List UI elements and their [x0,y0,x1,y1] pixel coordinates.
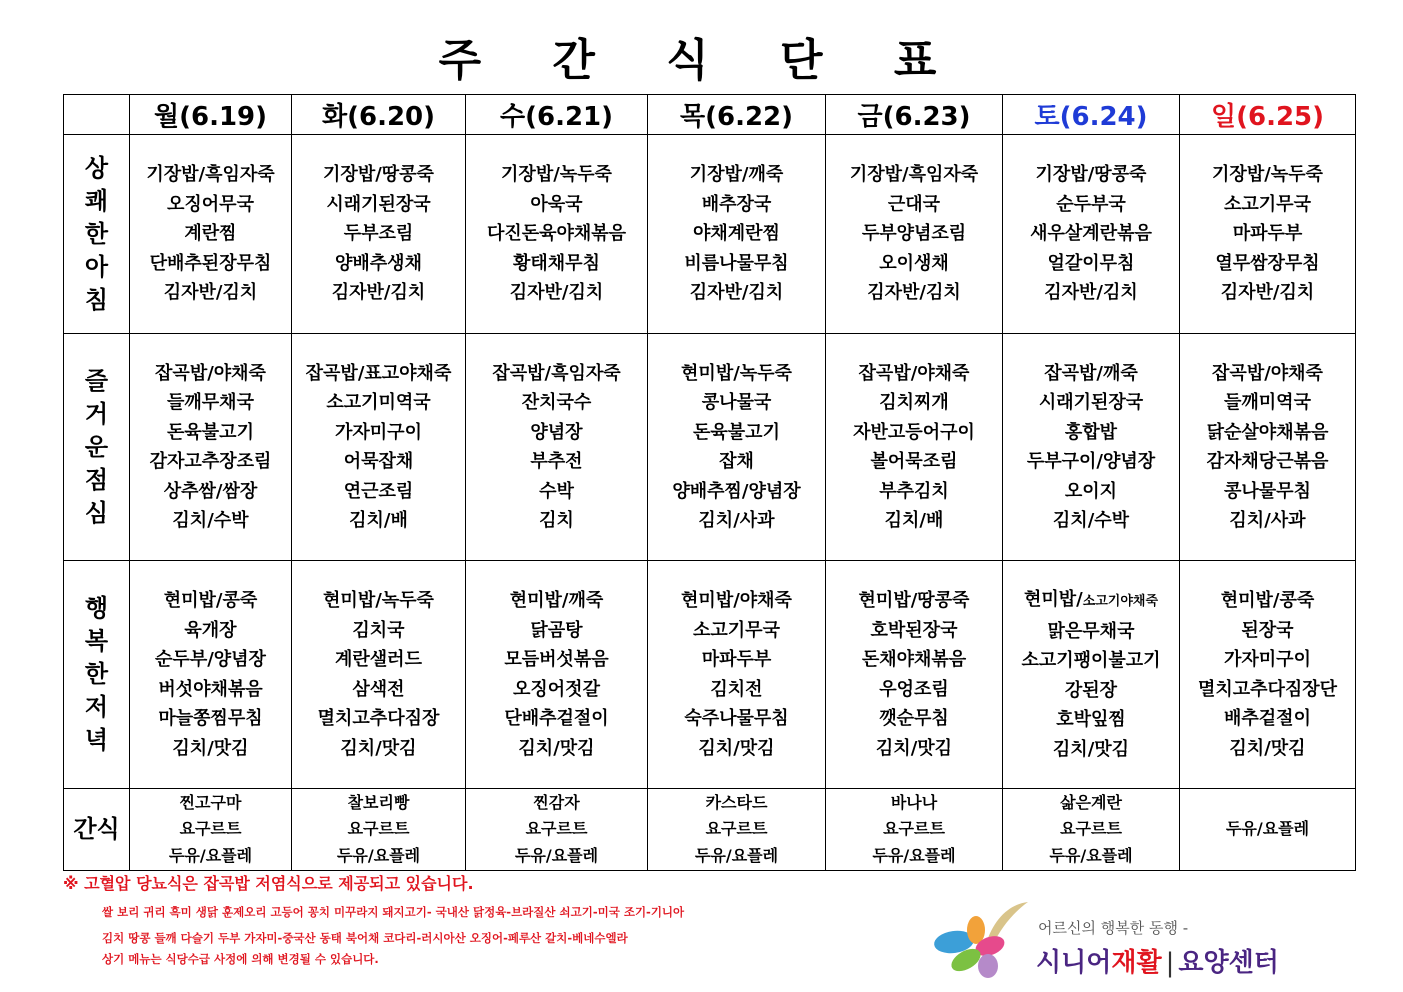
sun-char: 일 [1210,102,1237,132]
lunch-cell [130,334,292,561]
menu-item: 김치 [539,510,574,531]
menu-item: 김치/맛김 [340,737,417,759]
menu-item: 볼어묵조림 [870,451,958,472]
menu-item: 잡채 [719,451,754,472]
menu-item: 김치/배 [884,510,944,531]
menu-item: 마파두부 [701,649,772,670]
sun-date: (6.25) [1236,102,1325,132]
menu-item: 수박 [539,480,574,502]
menu-item: 잡곡밥/흑임자죽 [492,362,621,384]
snack-cell [130,789,292,871]
menu-item: 김자반/김치 [331,282,426,304]
menu-item: 김치/수박 [172,510,249,531]
breakfast-label-char: 상 [84,153,109,182]
menu-item: 얼갈이무침 [1047,252,1135,274]
dinner-cell [466,561,648,789]
breakfast-label-char: 아 [84,252,109,281]
menu-item: 두유/요플레 [514,845,599,865]
breakfast-cell [648,135,826,334]
menu-item: 두유/요플레 [1049,845,1133,865]
menu-item: 두부구이/양념장 [1026,451,1156,472]
origin-line-2: 김치 땅콩 들깨 다슬기 두부 가자미-중국산 동태 북어채 코다리-러시아산 오징어-페루산 갈치-베네수엘라 [102,931,628,945]
snack-row [64,789,1356,871]
menu-item: 기장밥/땅콩죽 [1035,164,1147,186]
sat-date: (6.24) [1059,102,1148,132]
breakfast-cell [292,135,466,334]
day-header-fri: 금(6.23) [826,95,1003,135]
dinner-cell [1180,561,1356,789]
menu-item: 현미밥/깨죽 [509,590,604,611]
menu-item: 현미밥/콩죽 [1220,590,1315,611]
menu-item: 잡곡밥/깨죽 [1044,362,1138,384]
menu-item: 양배추생채 [335,252,422,274]
day-header-tue: 화(6.20) [292,95,466,135]
breakfast-cell [1003,135,1180,334]
menu-item: 잔치국수 [521,392,592,413]
menu-item: 김자반/김치 [163,282,258,304]
lunch-cell [466,334,648,561]
menu-item: 기장밥/녹두죽 [1212,164,1323,186]
dinner-label-char: 복 [84,627,109,655]
menu-item: 연근조림 [343,480,414,502]
menu-item: 찐고구마 [179,792,242,812]
menu-item: 삼색전 [352,678,405,700]
breakfast-label-char: 침 [84,285,109,314]
menu-item: 호박된장국 [870,619,958,641]
lunch-label-char: 운 [84,432,109,461]
menu-item: 요구르트 [525,819,588,839]
menu-item: 잡곡밥/야채죽 [155,362,266,384]
origin-line-1: 쌀 보리 귀리 흑미 생닭 훈제오리 고등어 꽁치 미꾸라지 돼지고기- 국내산 닭정육-브라질산 쇠고기-미국 조기-기니아 [102,905,685,919]
menu-item: 근대국 [887,193,941,215]
menu-item: 김치/맛김 [698,737,775,759]
menu-item: 콩나물무침 [1224,480,1311,502]
dinner-row [64,561,1356,789]
brand-separator: | [1165,948,1175,978]
menu-item: 김치/맛김 [1229,737,1306,759]
menu-item: 두부조림 [343,223,414,245]
snack-cell [292,789,466,871]
menu-item: 잡곡밥/야채죽 [1212,362,1323,384]
menu-item: 김치/맛김 [172,737,249,759]
menu-item: 아욱국 [530,193,583,215]
dinner-cell [1003,561,1180,789]
menu-item: 기장밥/땅콩죽 [323,164,434,186]
menu-item: 요구르트 [179,819,242,839]
lunch-cell [826,334,1003,561]
lunch-label-char: 즐 [84,366,109,395]
menu-item: 강된장 [1064,679,1118,701]
menu-item: 우엉조림 [879,678,949,700]
menu-item: 김자반/김치 [1044,282,1138,304]
menu-item: 김치/맛김 [1052,738,1130,760]
sat-char: 토 [1034,102,1060,132]
breakfast-row [64,135,1356,334]
snack-cell [826,789,1003,871]
menu-item: 닭순살야채볶음 [1206,421,1329,443]
menu-item: 찐감자 [533,792,580,812]
menu-item: 찰보리빵 [347,792,410,812]
breakfast-cell [826,135,1003,334]
menu-item: 기장밥/흑임자죽 [146,164,275,186]
menu-item: 김자반/김치 [1220,282,1315,304]
day-header-wed: 수(6.21) [466,95,648,135]
menu-item: 현미밥/녹두죽 [681,362,792,384]
menu-item: 어묵잡채 [343,451,414,472]
menu-item: 시래기된장국 [1038,392,1144,413]
menu-item: 열무쌈장무침 [1215,252,1320,274]
snack-cell [466,789,648,871]
menu-item: 김치전 [710,678,763,700]
menu-item: 상추쌈/쌈장 [163,480,258,502]
menu-item: 요구르트 [1060,819,1122,839]
menu-item: 돈채야채볶음 [861,649,967,670]
menu-item: 맑은무채국 [1047,620,1135,642]
breakfast-label-char: 한 [84,219,109,248]
menu-item: 현미밥/녹두죽 [323,590,434,611]
menu-item: 멸치고추다짐장단 [1197,678,1338,700]
diet-notice: ※ 고혈압 당뇨식은 잡곡밥 저염식으로 제공되고 있습니다. [63,874,474,893]
menu-item: 김자반/김치 [509,282,604,304]
flower-logo-icon [930,896,1034,986]
menu-item: 양배추찜/양념장 [672,480,801,502]
lunch-label-char: 점 [84,465,109,494]
menu-item: 두유/요플레 [872,845,956,865]
menu-item: 기장밥/흑임자죽 [849,164,979,186]
menu-item: 계란찜 [184,223,237,245]
menu-item: 시래기된장국 [326,193,431,215]
menu-item: 오징어젓갈 [513,678,600,700]
breakfast-cell [466,135,648,334]
menu-item: 오징어무국 [167,193,254,215]
menu-item: 소고기팽이불고기 [1021,650,1161,671]
menu-item: 돈육불고기 [167,421,254,443]
menu-item: 닭곰탕 [530,619,583,641]
brand-part-1: 시니어 [1036,948,1112,978]
menu-item: 카스타드 [705,792,768,812]
center-logo [930,896,1350,986]
menu-item: 두유/요플레 [694,845,779,865]
breakfast-cell [130,135,292,334]
menu-item: 김치/수박 [1052,510,1130,531]
menu-item: 두유/요플레 [336,845,421,865]
menu-item: 단배추겉절이 [504,708,609,729]
menu-item: 두부양념조림 [861,223,967,245]
menu-item: 두유/요플레 [168,845,253,865]
menu-item: 자반고등어구이 [853,421,975,443]
menu-item: 계란샐러드 [335,649,422,670]
menu-item: 깻순무침 [879,708,949,729]
menu-item: 소고기무국 [1224,193,1311,215]
menu-item: 김치/맛김 [518,737,595,759]
menu-item: 현미밥/야채죽 [681,590,792,611]
menu-item: 배추겉절이 [1224,708,1311,729]
logo-slogan: 어르신의 행복한 동행 - [1038,919,1189,937]
menu-item: 된장국 [1241,619,1294,641]
menu-item: 멸치고추다짐장 [317,708,440,729]
menu-item: 비름나물무침 [684,252,789,274]
menu-item: 들깨무채국 [167,392,254,413]
dinner-cell [130,561,292,789]
menu-item: 오이생채 [879,252,949,274]
snack-cell [648,789,826,871]
menu-item: 가자미구이 [335,421,422,443]
menu-item: 부추전 [530,451,583,472]
menu-item: 김치/사과 [1229,510,1306,531]
dinner-label-char: 한 [84,660,109,688]
menu-item: 가자미구이 [1224,649,1311,670]
menu-item: 홍합밥 [1064,421,1118,443]
day-header-thu: 목(6.22) [648,95,826,135]
origin-line-3: 상기 메뉴는 식당수급 사정에 의해 변경될 수 있습니다. [102,952,379,966]
menu-item: 육개장 [184,619,237,641]
day-header-sat [1003,95,1180,135]
corner-cell [64,95,130,135]
menu-item: 마늘쫑찜무침 [158,708,263,729]
menu-item: 김자반/김치 [689,282,784,304]
menu-item: 현미밥/땅콩죽 [858,590,970,611]
menu-item: 김치국 [352,619,405,641]
dinner-cell [292,561,466,789]
dinner-label-char: 행 [84,594,109,622]
menu-item: 순두부/양념장 [155,649,266,670]
lunch-cell [1180,334,1356,561]
snack-label: 간식 [64,789,130,871]
menu-item: 숙주나물무침 [684,708,789,729]
menu-item: 돈육불고기 [693,421,780,443]
dinner-label [64,561,130,789]
menu-item: 요구르트 [347,819,410,839]
menu-item: 다진돈육야채볶음 [486,223,627,245]
menu-item: 기장밥/녹두죽 [501,164,612,186]
breakfast-cell [1180,135,1356,334]
menu-item: 요구르트 [883,819,945,839]
menu-item: 감자고추장조림 [149,451,272,472]
day-header-mon: 월(6.19) [130,95,292,135]
breakfast-label-char: 쾌 [84,186,109,215]
menu-item: 김자반/김치 [867,282,961,304]
menu-item: 모듬버섯볶음 [504,649,609,670]
menu-item: 두유/요플레 [1225,819,1310,839]
weekly-menu-table [63,94,1356,871]
menu-item: 들깨미역국 [1224,392,1311,413]
snack-cell [1180,789,1356,871]
menu-item: 마파두부 [1232,223,1303,245]
lunch-cell [648,334,826,561]
menu-item: 김치/배 [349,510,408,531]
snack-cell [1003,789,1180,871]
menu-item: 양념장 [530,421,583,443]
menu-item: 오이지 [1064,480,1118,502]
menu-item: 김치/맛김 [875,737,953,759]
menu-item: 부추김치 [879,480,949,502]
menu-item: 소고기미역국 [326,392,431,413]
menu-item: 순두부국 [1056,193,1126,215]
logo-brand [1036,942,1279,979]
menu-item: 현미밥/소고기야채죽 [1023,589,1159,610]
menu-item: 야채계란찜 [693,223,780,245]
breakfast-label [64,135,130,334]
menu-item: 잡곡밥/표고야채죽 [305,362,452,384]
menu-item: 단배추된장무침 [149,252,272,274]
brand-part-3: 요양센터 [1178,948,1279,978]
day-header-sun [1180,95,1356,135]
menu-item: 바나나 [890,792,938,812]
menu-item: 호박잎찜 [1056,709,1126,730]
menu-item: 감자채당근볶음 [1206,451,1329,472]
menu-item: 삶은계란 [1060,792,1122,812]
dinner-cell [648,561,826,789]
menu-item: 콩나물국 [701,392,772,413]
menu-item: 황태채무침 [513,252,600,274]
menu-item: 김치찌개 [879,392,949,413]
menu-item: 버섯야채볶음 [158,678,263,700]
menu-item: 현미밥/콩죽 [163,590,258,611]
dinner-cell [826,561,1003,789]
menu-item: 요구르트 [705,819,768,839]
lunch-cell [292,334,466,561]
dinner-label-char: 녁 [84,726,109,754]
dinner-label-char: 저 [84,693,109,721]
lunch-label-char: 거 [84,399,109,428]
menu-item: 기장밥/깨죽 [689,164,784,186]
lunch-row [64,334,1356,561]
brand-part-2: 재활 [1111,948,1162,978]
menu-item: 소고기무국 [693,619,780,641]
menu-item: 새우살계란볶음 [1030,223,1152,245]
menu-item: 잡곡밥/야채죽 [858,362,970,384]
lunch-label-char: 심 [84,498,109,527]
lunch-cell [1003,334,1180,561]
lunch-label [64,334,130,561]
menu-item: 김치/사과 [698,510,775,531]
page-title: 주 간 식 단 표 [438,35,965,86]
day-header-row [64,95,1356,135]
menu-item: 배추장국 [701,193,772,215]
